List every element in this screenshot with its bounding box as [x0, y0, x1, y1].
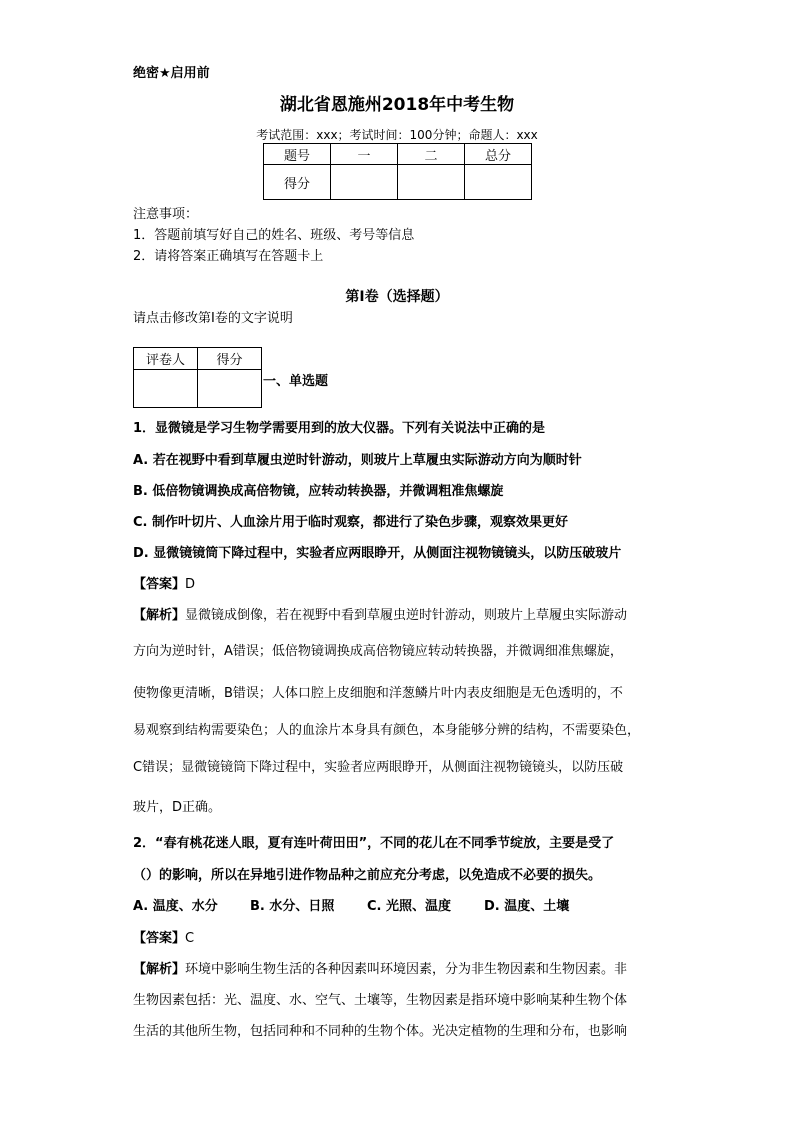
score-cell [331, 165, 398, 200]
analysis-label: 【解析】 [133, 962, 186, 977]
q1-analysis-line [133, 604, 627, 623]
grader-header: 评卷人 [134, 348, 198, 370]
exam-info: 考试范围：xxx；考试时间：100分钟；命题人：xxx [256, 128, 538, 142]
q1-analysis-line: 玻片，D正确。 [133, 800, 222, 815]
notes-heading: 注意事项： [133, 207, 199, 222]
q1-analysis-line: 易观察到结构需要染色；人的血涂片本身具有颜色，本身能够分辨的结构，不需要染色， [133, 723, 641, 738]
q2-option-b: B. 水分、日照 [250, 899, 335, 914]
analysis-label: 【解析】 [133, 608, 186, 623]
q2-stem-line: （）的影响，所以在异地引进作物品种之前应充分考虑，以免造成不必要的损失。 [133, 868, 602, 883]
answer-label: 【答案】 [133, 577, 186, 592]
part-title: 第I卷（选择题） [345, 289, 449, 305]
page-title: 湖北省恩施州2018年中考生物 [279, 95, 515, 115]
grader-score-header: 得分 [198, 348, 262, 370]
q2-analysis-line [133, 958, 627, 977]
grader-cell [134, 370, 198, 408]
q1-analysis-line: 使物像更清晰，B错误；人体口腔上皮细胞和洋葱鳞片叶内表皮细胞是无色透明的，不 [133, 686, 623, 701]
secret-mark: 绝密★启用前 [133, 66, 210, 81]
q2-options [133, 895, 569, 914]
analysis-text: 环境中影响生物生活的各种因素叫环境因素，分为非生物因素和生物因素。非 [185, 962, 628, 977]
score-header-part2: 二 [398, 144, 465, 165]
notes-item: 1．答题前填写好自己的姓名、班级、考号等信息 [133, 228, 415, 243]
q1-option-b: B. 低倍物镜调换成高倍物镜，应转动转换器，并微调粗准焦螺旋 [133, 484, 504, 499]
q1-analysis-line: C错误；显微镜镜筒下降过程中，实验者应两眼睁开，从侧面注视物镜镜头，以防压破 [133, 760, 624, 775]
q2-analysis-line: 生活的其他所生物，包括同种和不同种的生物个体。光决定植物的生理和分布，也影响 [133, 1024, 628, 1039]
score-header-part1: 一 [331, 144, 398, 165]
q1-option-a: A. 若在视野中看到草履虫逆时针游动，则玻片上草履虫实际游动方向为顺时针 [133, 453, 582, 468]
answer-value: C [185, 931, 195, 946]
answer-value: D [185, 577, 196, 592]
q1-answer [133, 573, 195, 592]
q1-stem: 1．显微镜是学习生物学需要用到的放大仪器。下列有关说法中正确的是 [133, 421, 546, 436]
notes-item: 2．请将答案正确填写在答题卡上 [133, 249, 324, 264]
analysis-text: 显微镜成倒像，若在视野中看到草履虫逆时针游动，则玻片上草履虫实际游动 [185, 608, 628, 623]
q2-option-d: D. 温度、土壤 [484, 899, 570, 914]
q2-analysis-line: 生物因素包括：光、温度、水、空气、土壤等，生物因素是指环境中影响某种生物个体 [133, 993, 628, 1008]
q1-option-c: C. 制作叶切片、人血涂片用于临时观察，都进行了染色步骤，观察效果更好 [133, 515, 569, 530]
score-cell [398, 165, 465, 200]
q1-analysis-line: 方向为逆时针，A错误；低倍物镜调换成高倍物镜应转动转换器，并微调细准焦螺旋， [133, 644, 623, 659]
q2-answer [133, 927, 194, 946]
q2-stem-line: 2．“春有桃花迷人眼，夏有连叶荷田田”，不同的花儿在不同季节绽放，主要是受了 [133, 836, 615, 851]
score-header-number: 题号 [264, 144, 331, 165]
q2-option-c: C. 光照、温度 [367, 899, 452, 914]
score-table [263, 143, 532, 200]
section-title: 一、单选题 [263, 374, 329, 389]
q1-option-d: D. 显微镜镜筒下降过程中，实验者应两眼睁开，从侧面注视物镜镜头，以防压破玻片 [133, 546, 622, 561]
score-header-total: 总分 [465, 144, 532, 165]
score-cell [465, 165, 532, 200]
q2-option-a: A. 温度、水分 [133, 899, 218, 914]
grader-table [133, 347, 262, 408]
grader-score-cell [198, 370, 262, 408]
part-description: 请点击修改第I卷的文字说明 [133, 311, 293, 326]
score-row-label: 得分 [264, 165, 331, 200]
answer-label: 【答案】 [133, 931, 186, 946]
